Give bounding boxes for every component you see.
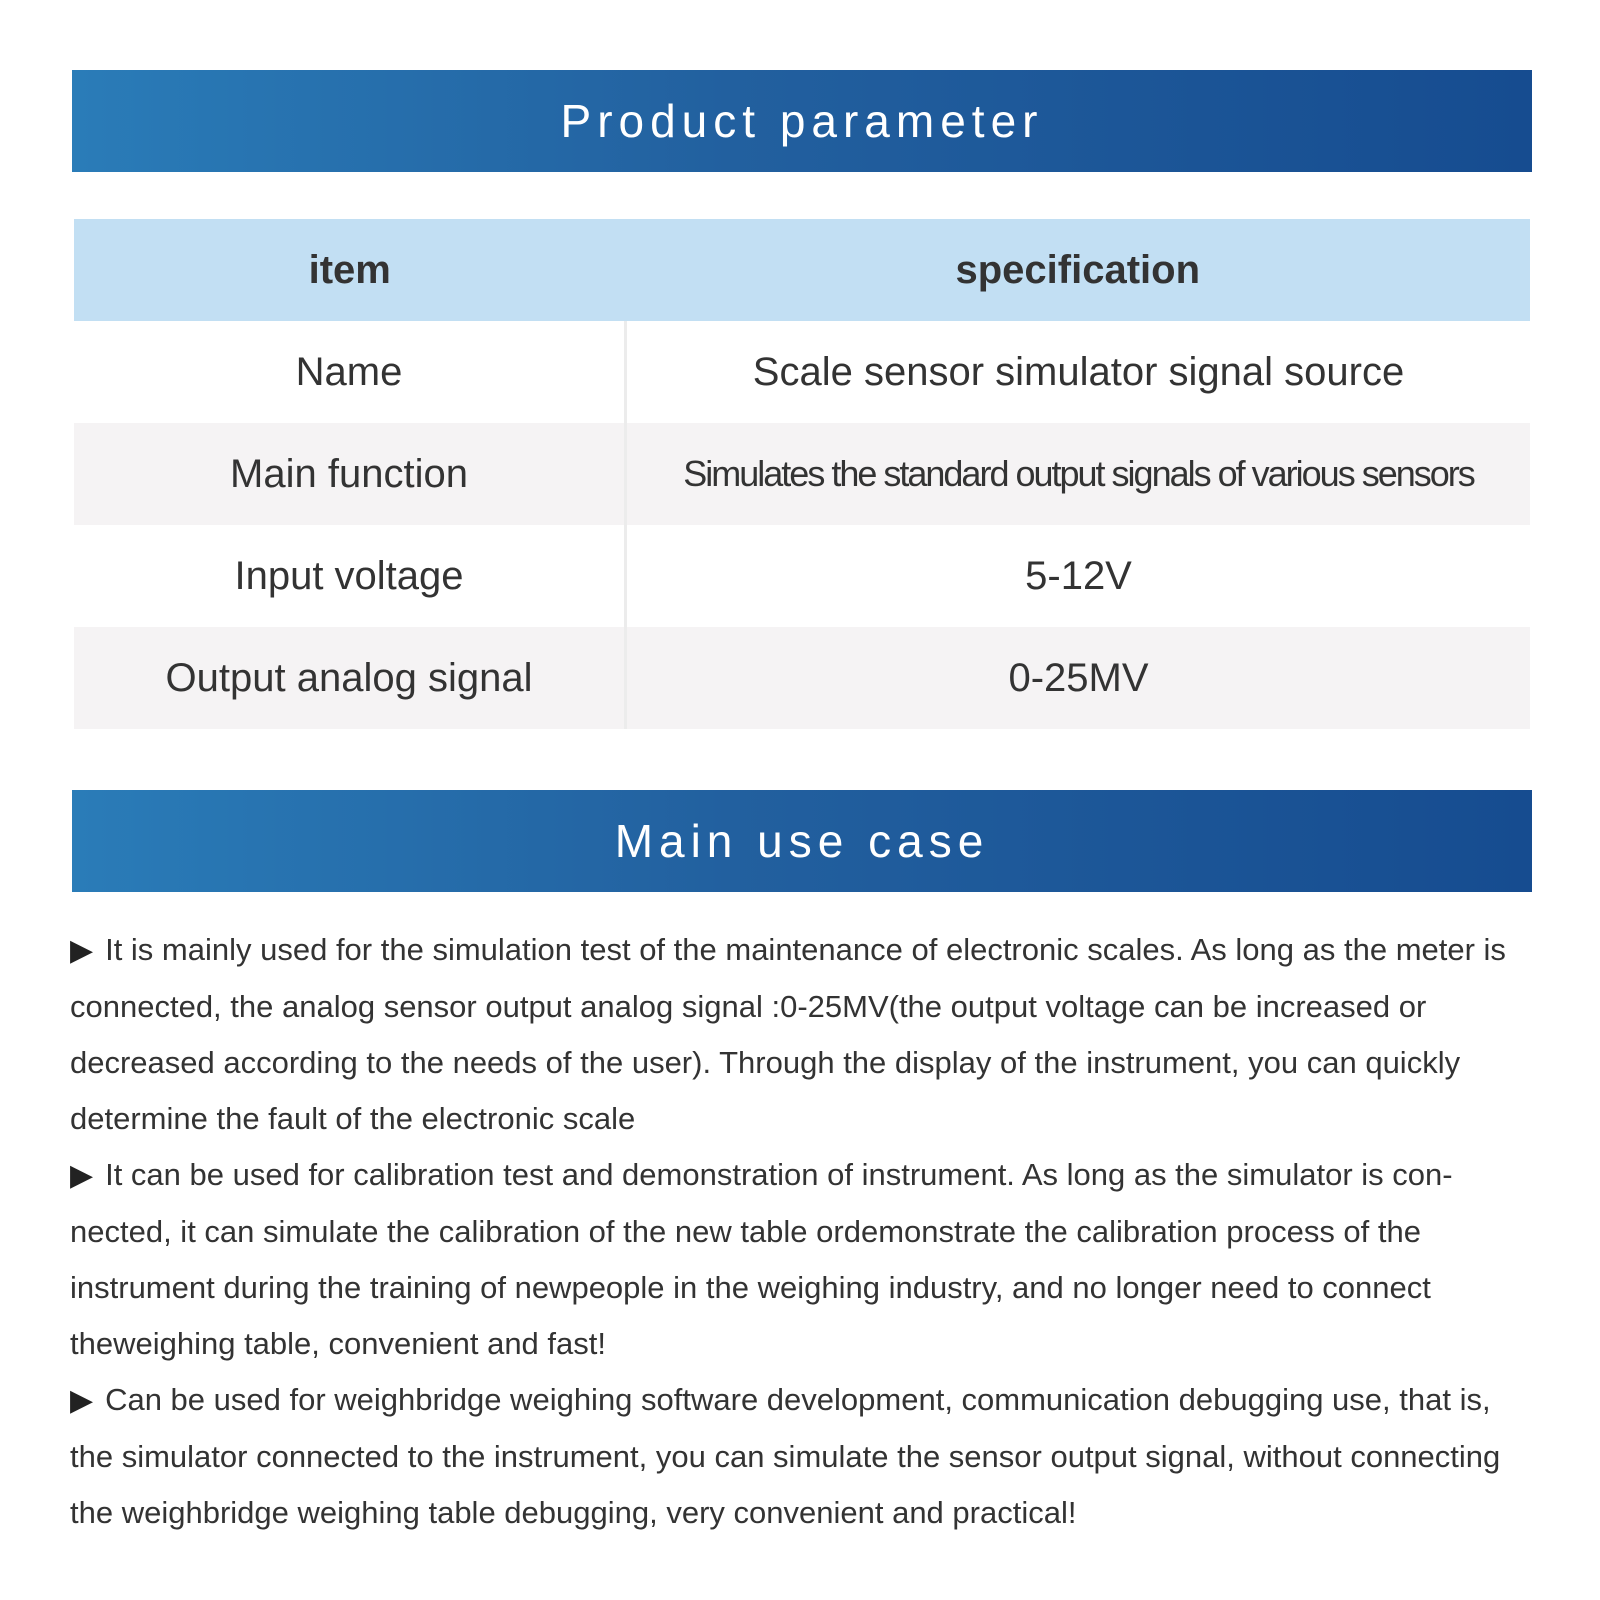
use-case-text: Can be used for weighbridge weighing software development, communication debugging use, that is, the simulator connected to the instrument, you can simulate the sensor output signal, without connecting the weighbridge weighing table debugging, very convenient and practical! — [70, 1382, 1501, 1530]
row-spec-name: Scale sensor simulator signal source — [752, 349, 1405, 394]
product-parameter-banner — [72, 70, 1532, 172]
list-item — [70, 1147, 1540, 1372]
table-row — [74, 627, 1530, 729]
row-item-name: Name — [74, 321, 626, 423]
list-item — [70, 1372, 1540, 1541]
row-spec-output-signal: 0-25MV — [626, 627, 1531, 729]
table-row — [74, 525, 1530, 627]
play-triangle-icon: ▶ — [70, 1384, 94, 1417]
spec-table-header-row — [74, 219, 1530, 321]
main-use-case-banner — [72, 790, 1532, 892]
row-spec-main-function: Simulates the standard output signals of various sensors — [626, 423, 1531, 525]
item-column-header: item — [74, 219, 626, 321]
row-item-main-function: Main function — [74, 423, 626, 525]
product-parameter-title: Product parameter — [560, 95, 1044, 147]
use-case-text: It is mainly used for the simulation test of the maintenance of electronic scales. As long as the meter is connected, the analog sensor output analog signal :0-25MV(the output voltage can be increased or decreased according to the needs of the user). Through the display of the instrument, you can quickly determine the fault of the electronic scale — [70, 932, 1506, 1136]
row-item-input-voltage: Input voltage — [74, 525, 626, 627]
play-triangle-icon: ▶ — [70, 1159, 94, 1192]
row-item-output-signal: Output analog signal — [74, 627, 626, 729]
main-use-case-title: Main use case — [614, 815, 990, 867]
spec-table — [74, 219, 1530, 729]
table-row — [74, 423, 1530, 525]
play-triangle-icon: ▶ — [70, 934, 94, 967]
list-item — [70, 922, 1540, 1147]
specification-column-header: specification — [626, 219, 1531, 321]
use-case-text: It can be used for calibration test and demonstration of instrument. As long as the simulator is con-nected, it can simulate the calibration of the new table ordemonstrate the calibration process of the instrument during the training of newpeople in the weighing industry, and no longer need to connect theweighing table, convenient and fast! — [70, 1157, 1453, 1361]
use-case-list — [70, 922, 1540, 1541]
table-row — [74, 321, 1530, 423]
row-spec-input-voltage: 5-12V — [1025, 553, 1132, 598]
